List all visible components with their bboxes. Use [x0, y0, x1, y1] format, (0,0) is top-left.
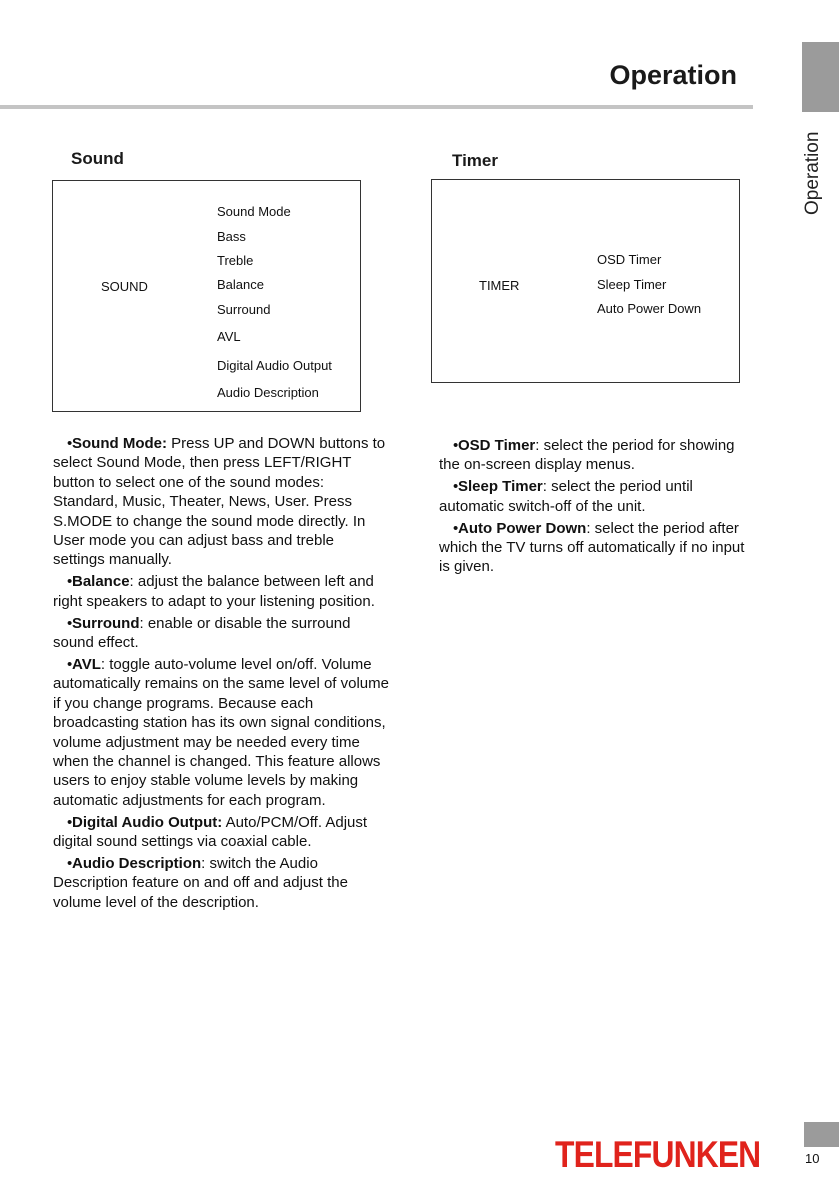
timer-menu-item: Auto Power Down [597, 301, 702, 316]
sound-mode-paragraph [53, 434, 389, 570]
digital-audio-output-paragraph [53, 813, 389, 852]
bullet-glyph: • [67, 573, 73, 591]
term: Digital Audio Output: [72, 813, 223, 831]
timer-heading: Timer [452, 151, 498, 170]
timer-descriptions [439, 436, 751, 579]
side-section-label [799, 120, 829, 220]
description: Auto/PCM/Off. Adjust digital sound settings via coaxial cable. [53, 813, 368, 851]
title-divider [0, 105, 753, 109]
timer-menu-diagram [431, 179, 740, 383]
description: Press UP and DOWN buttons to select Sound Mode, then press LEFT/RIGHT button to select one of the sound modes: Standard, Music, Theater, News, User. Press S.MODE to change the sound mode directly. In User mode you can adjust bass and treble settings manually. [53, 435, 386, 569]
description: : enable or disable the surround sound effect. [53, 614, 351, 652]
avl-paragraph [53, 655, 389, 810]
description: : adjust the balance between left and right speakers to adapt to your listening position. [53, 573, 375, 610]
surround-paragraph [53, 614, 389, 653]
sound-menu-item: AVL [217, 329, 241, 344]
side-section-label-text: Operation [802, 131, 823, 215]
audio-description-paragraph [53, 854, 389, 912]
description: : toggle auto-volume level on/off. Volume automatically remains on the same level of volume if you change programs. Because each broadcasting station has its own signal conditions, volume adjustment may be needed every time when the channel is changed. This feature allows users to enjoy stable volume levels by making automatic adjustments for each program. [53, 655, 389, 809]
sound-menu-diagram [52, 180, 361, 412]
bullet-glyph: • [67, 813, 73, 831]
description: : switch the Audio Description feature on and off and adjust the volume level of the description. [53, 855, 348, 911]
sound-heading: Sound [71, 149, 124, 168]
term: Sound Mode: [72, 435, 167, 452]
side-tab-marker [802, 42, 839, 112]
sound-menu-item: Bass [217, 229, 246, 244]
bullet-glyph: • [67, 655, 73, 673]
bullet-glyph: • [67, 435, 73, 452]
osd-timer-paragraph [439, 436, 751, 475]
term: AVL [72, 655, 101, 673]
sound-menu-item: Treble [217, 253, 254, 268]
balance-paragraph [53, 572, 389, 611]
term: Audio Description [72, 855, 202, 873]
term: Auto Power Down [458, 519, 587, 537]
bullet-glyph: • [67, 855, 73, 873]
sound-menu-root: SOUND [101, 279, 148, 294]
description: : select the period after which the TV turns off automatically if no input is given. [439, 519, 745, 576]
timer-menu-item: Sleep Timer [597, 277, 667, 292]
term: Balance [72, 573, 130, 591]
page-tab-marker [804, 1122, 839, 1147]
sound-menu-item: Surround [217, 302, 271, 317]
description: : select the period until automatic switch-off of the unit. [439, 478, 693, 515]
bullet-glyph: • [453, 478, 459, 496]
sound-descriptions [53, 434, 389, 915]
timer-menu-item: OSD Timer [597, 252, 662, 267]
term: OSD Timer [458, 437, 536, 454]
description: : select the period for showing the on-screen display menus. [439, 437, 735, 474]
sound-menu-item: Balance [217, 277, 264, 292]
bullet-glyph: • [453, 437, 459, 454]
telefunken-logo: TELEFUNKEN [555, 1134, 761, 1175]
bullet-glyph: • [67, 614, 73, 632]
term: Sleep Timer [458, 478, 543, 496]
sound-menu-item: Digital Audio Output [217, 358, 332, 373]
timer-menu-root: TIMER [479, 278, 520, 293]
bullet-glyph: • [453, 519, 459, 537]
sound-menu-item: Audio Description [217, 385, 319, 400]
page-title: Operation [609, 60, 737, 90]
sleep-timer-paragraph [439, 477, 751, 516]
sound-menu-item: Sound Mode [217, 204, 291, 219]
term: Surround [72, 614, 140, 632]
auto-power-down-paragraph [439, 519, 751, 577]
page-number: 10 [805, 1151, 820, 1166]
